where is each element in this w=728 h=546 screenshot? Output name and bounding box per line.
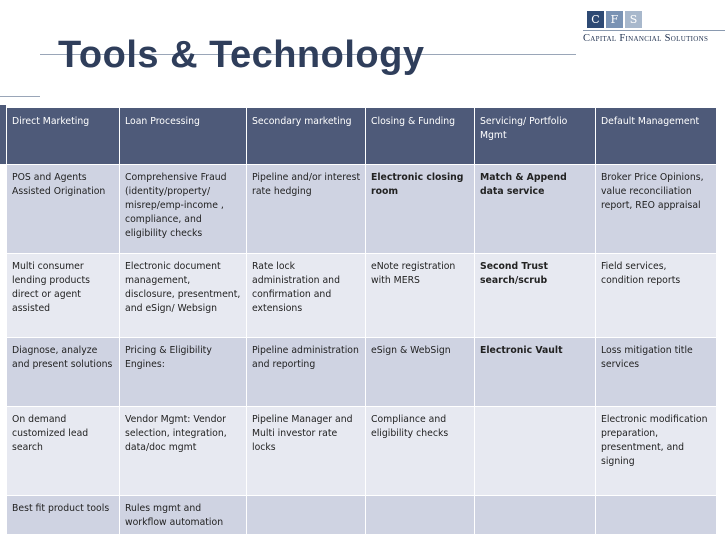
logo-letter-s: S — [625, 11, 642, 28]
table-header-row — [7, 108, 717, 165]
table-row — [7, 254, 717, 338]
corner-rule — [0, 96, 40, 97]
table-cell — [366, 496, 475, 535]
table-cell: Pricing & Eligibility Engines: — [120, 338, 247, 407]
table-cell-highlight: Electronic closing room — [366, 165, 475, 254]
table-cell: Compliance and eligibility checks — [366, 407, 475, 496]
table-cell — [596, 496, 717, 535]
table-cell: Pipeline and/or interest rate hedging — [247, 165, 366, 254]
logo-letter-c: C — [587, 11, 604, 28]
logo-company-name: Capital Financial Solutions — [583, 33, 709, 44]
logo-divider — [583, 30, 725, 31]
table-cell: Diagnose, analyze and present solutions — [7, 338, 120, 407]
header-direct-marketing: Direct Marketing — [7, 108, 120, 165]
table-cell: Multi consumer lending products direct or agent assisted — [7, 254, 120, 338]
table-cell: Best fit product tools — [7, 496, 120, 535]
table-cell: Rate lock administration and confirmation and extensions — [247, 254, 366, 338]
table-cell: Electronic modification preparation, presentment, and signing — [596, 407, 717, 496]
table-cell: Electronic document management, disclosure, presentment, and eSign/ Websign — [120, 254, 247, 338]
company-logo — [583, 11, 725, 47]
table-cell-highlight: Match & Append data service — [475, 165, 596, 254]
table-cell: Comprehensive Fraud (identity/property/ misrep/emp-income , compliance, and eligibility checks — [120, 165, 247, 254]
table-cell: On demand customized lead search — [7, 407, 120, 496]
table-cell: POS and Agents Assisted Origination — [7, 165, 120, 254]
table-cell — [475, 496, 596, 535]
header-loan-processing: Loan Processing — [120, 108, 247, 165]
table-row — [7, 496, 717, 535]
header-closing-funding: Closing & Funding — [366, 108, 475, 165]
table-row — [7, 338, 717, 407]
table-cell: eNote registration with MERS — [366, 254, 475, 338]
table-cell: Broker Price Opinions, value reconciliation report, REO appraisal — [596, 165, 717, 254]
table-cell: Pipeline Manager and Multi investor rate locks — [247, 407, 366, 496]
table-cell: Loss mitigation title services — [596, 338, 717, 407]
logo-letter-boxes — [587, 11, 725, 28]
table-row — [7, 407, 717, 496]
table-cell-highlight: Electronic Vault — [475, 338, 596, 407]
logo-letter-f: F — [606, 11, 623, 28]
slide-title: Tools & Technology — [58, 34, 425, 76]
table-cell: Pipeline administration and reporting — [247, 338, 366, 407]
header-default-management: Default Management — [596, 108, 717, 165]
header-secondary-marketing: Secondary marketing — [247, 108, 366, 165]
table-cell: Field services, condition reports — [596, 254, 717, 338]
table-cell — [475, 407, 596, 496]
header-servicing-portfolio: Servicing/ Portfolio Mgmt — [475, 108, 596, 165]
table-cell — [247, 496, 366, 535]
table-cell: Vendor Mgmt: Vendor selection, integration, data/doc mgmt — [120, 407, 247, 496]
table-cell-highlight: Second Trust search/scrub — [475, 254, 596, 338]
tools-table — [6, 107, 717, 535]
table-cell: eSign & WebSign — [366, 338, 475, 407]
table-cell: Rules mgmt and workflow automation — [120, 496, 247, 535]
table-row — [7, 165, 717, 254]
